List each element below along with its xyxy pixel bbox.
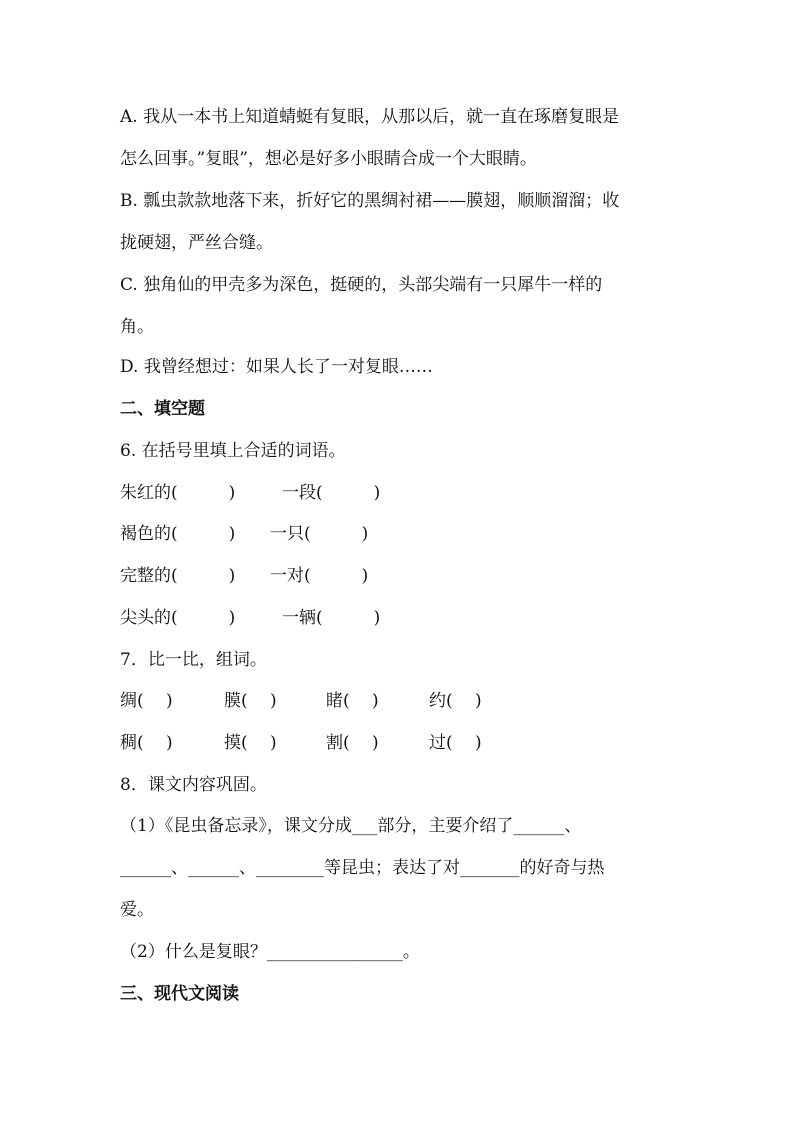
q6-row1-left: 朱红的( ) (120, 483, 236, 503)
q6-row2-left: 褐色的( ) (120, 524, 236, 544)
question-6-prompt: 6. 在括号里填上合适的词语。 (120, 441, 346, 461)
q8-part1-line1: （1）《昆虫备忘录》，课文分成___部分，主要介绍了______、 (120, 816, 582, 836)
option-d-line1: D. 我曾经想过：如果人长了一对复眼…… (120, 357, 433, 377)
option-c-line1: C. 独角仙的甲壳多为深色，挺硬的，头部尖端有一只犀牛一样的 (120, 275, 603, 295)
question-8-prompt: 8．课文内容巩固。 (120, 775, 267, 795)
q7-row1-item1: 绸( ) (120, 691, 173, 711)
q6-row2-right: 一只( ) (270, 524, 369, 544)
question-7-prompt: 7．比一比，组词。 (120, 650, 267, 670)
q7-row1-item2: 膜( ) (224, 691, 277, 711)
q7-row2-item1: 稠( ) (120, 733, 173, 753)
option-b-line1: B. 瓢虫款款地落下来，折好它的黑绸衬裙——膜翅，顺顺溜溜；收 (120, 191, 620, 211)
section-heading-fill-blank: 二、填空题 (120, 399, 205, 419)
option-a-line1: A. 我从一本书上知道蜻蜓有复眼，从那以后，就一直在琢磨复眼是 (120, 107, 620, 127)
q6-row4-right: 一辆( ) (282, 608, 381, 628)
option-c-line2: 角。 (120, 317, 154, 337)
q7-row1-item3: 睹( ) (326, 691, 379, 711)
q8-part1-line3: 爱。 (120, 900, 154, 920)
q7-row2-item4: 过( ) (429, 733, 482, 753)
q8-part2: （2）什么是复眼？________________。 (120, 942, 420, 962)
option-b-line2: 拢硬翅，严丝合缝。 (120, 233, 273, 253)
q7-row2-item3: 割( ) (326, 733, 379, 753)
option-a-line2: 怎么回事。”复眼”，想必是好多小眼睛合成一个大眼睛。 (120, 149, 537, 169)
section-heading-reading: 三、现代文阅读 (120, 984, 239, 1004)
q7-row1-item4: 约( ) (429, 691, 482, 711)
q6-row4-left: 尖头的( ) (120, 608, 236, 628)
q6-row1-right: 一段( ) (282, 483, 381, 503)
q8-part1-line2: ______、______、________等昆虫；表达了对_______的好奇与热 (120, 858, 605, 878)
q7-row2-item2: 摸( ) (224, 733, 277, 753)
q6-row3-left: 完整的( ) (120, 566, 236, 586)
q6-row3-right: 一对( ) (270, 566, 369, 586)
